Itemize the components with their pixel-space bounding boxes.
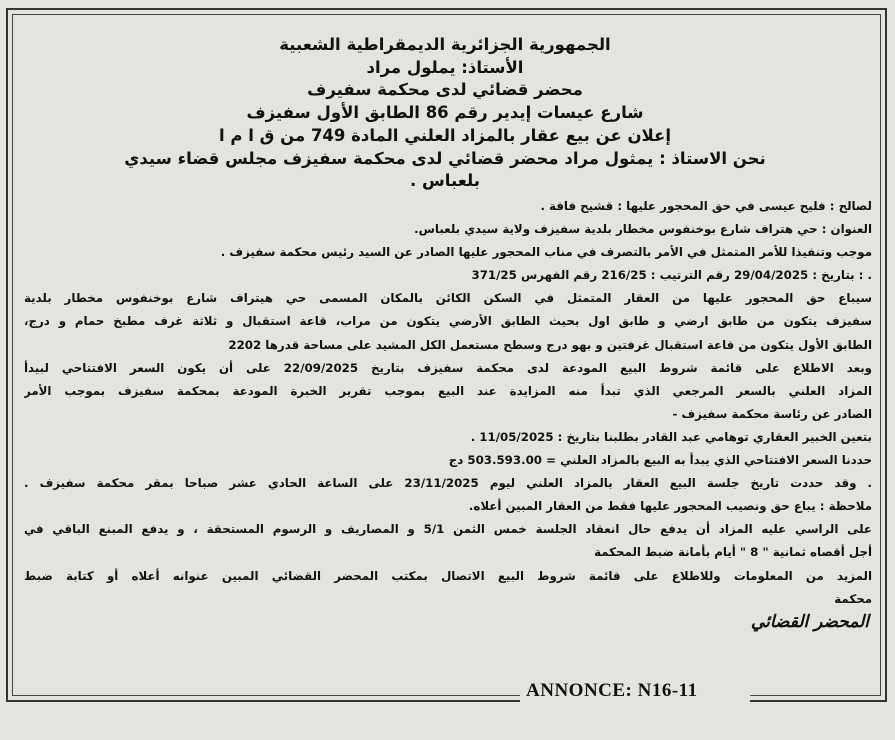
body-line: الطابق الأول يتكون من قاعة استقبال غرفتين و بهو درج وسطح مستعمل الكل المشيد على مساحة قدرها 2202 bbox=[228, 337, 872, 352]
header-announcement-title: إعلان عن بيع عقار بالمزاد العلني المادة 749 من ق ا م ا bbox=[219, 125, 671, 145]
body-line: . وقد حددت تاريخ جلسة البيع العقار بالمزاد العلني ليوم 23/11/2025 على الساعة الحادي عشر صباحا بمقر محكمة سفيزف . bbox=[24, 476, 872, 491]
body-line: ملاحظة : يباع حق ونصيب المحجور عليها فقط من العقار المبين أعلاه. bbox=[468, 499, 872, 514]
body-line: محكمة bbox=[834, 591, 872, 606]
signature: المحضر القضائي bbox=[750, 612, 869, 632]
header-bailiff-name: الأستاذ: يملول مراد bbox=[366, 57, 524, 77]
body-line: سفيزف يتكون من طابق ارضي و طابق اول بحيث الطابق الأرضي يتكون من مراب، قاعة استقبال و ثلاثة غرف مطبخ حمام و درج، bbox=[24, 314, 872, 329]
notice-header bbox=[20, 34, 870, 193]
body-line: موجب وتنفيذا للأمر المتمثل في الأمر بالتصرف في مناب المحجور عليها الصادر عن السيد رئيس محكمة سفيزف . bbox=[220, 245, 872, 260]
body-line: وبعد الاطلاع على قائمة شروط البيع المودعة لدى محكمة سفيزف بتاريخ 22/09/2025 على أن يكون السعر الافتتاحي لبيدأ bbox=[24, 360, 872, 375]
body-line: المزاد العلني بالسعر المرجعي الذي تبدأ منه المزايدة عند البيع بموجب تقرير الخبرة المودعة بمحكمة سفيزف بموجب الأمر bbox=[24, 383, 872, 398]
body-line: على الراسي عليه المزاد أن يدفع حال انعقاد الجلسة خمس الثمن 5/1 و المصاريف و الرسوم المستحقة ، و يدفع المبنع الباقي في bbox=[24, 522, 872, 537]
annonce-reference: ANNONCE: N16-11 bbox=[526, 680, 698, 701]
header-intro-cont: بلعباس . bbox=[410, 171, 480, 191]
body-line: المزيد من المعلومات وللاطلاع على قائمة شروط البيع الاتصال بمكتب المحضر القضائي المبين عنوانه أعلاه أو كتابة ضبط bbox=[24, 568, 872, 583]
header-bailiff-title: محضر قضائي لدى محكمة سفيرف bbox=[307, 80, 583, 100]
header-intro: نحن الاستاذ : يمثول مراد محضر قضائي لدى محكمة سفيزف مجلس قضاء سيدي bbox=[124, 148, 766, 168]
body-line: . : بتاريخ : 29/04/2025 رقم الترتيب : 216/25 رقم الفهرس 371/25 bbox=[471, 268, 872, 283]
header-republic: الجمهورية الجزائرية الديمقراطية الشعبية bbox=[279, 35, 611, 54]
body-line: الصادر عن رئاسة محكمة سفيزف - bbox=[672, 406, 872, 421]
body-line: حددنا السعر الافتتاحي الذي يبدأ به البيع بالمزاد العلني = 503.593.00 دج bbox=[448, 453, 872, 468]
header-address: شارع عيسات إيدير رقم 86 الطابق الأول سفيزف bbox=[246, 103, 644, 123]
body-line: أجل أقصاه ثمانية " 8 " أيام بأمانة ضبط المحكمة bbox=[594, 545, 872, 560]
body-line: العنوان : حي هتراف شارع بوخنفوس مخطار بلدية سفيزف ولاية سيدي بلعباس. bbox=[414, 222, 872, 237]
body-line: بتعين الخبير العقاري توهامي عبد القادر بطلبنا بتاريخ : 11/05/2025 . bbox=[470, 429, 872, 444]
body-line: سيباع حق المحجور عليها من العقار المتمثل في السكن الكائن بالمكان المسمى حي هيتراف شارع بوخنفوس مخطار بلدية bbox=[24, 291, 872, 306]
body-line: لصالح : فليح عيسى في حق المحجور عليها : قشيح فافة . bbox=[540, 199, 872, 213]
notice-body bbox=[24, 195, 872, 611]
